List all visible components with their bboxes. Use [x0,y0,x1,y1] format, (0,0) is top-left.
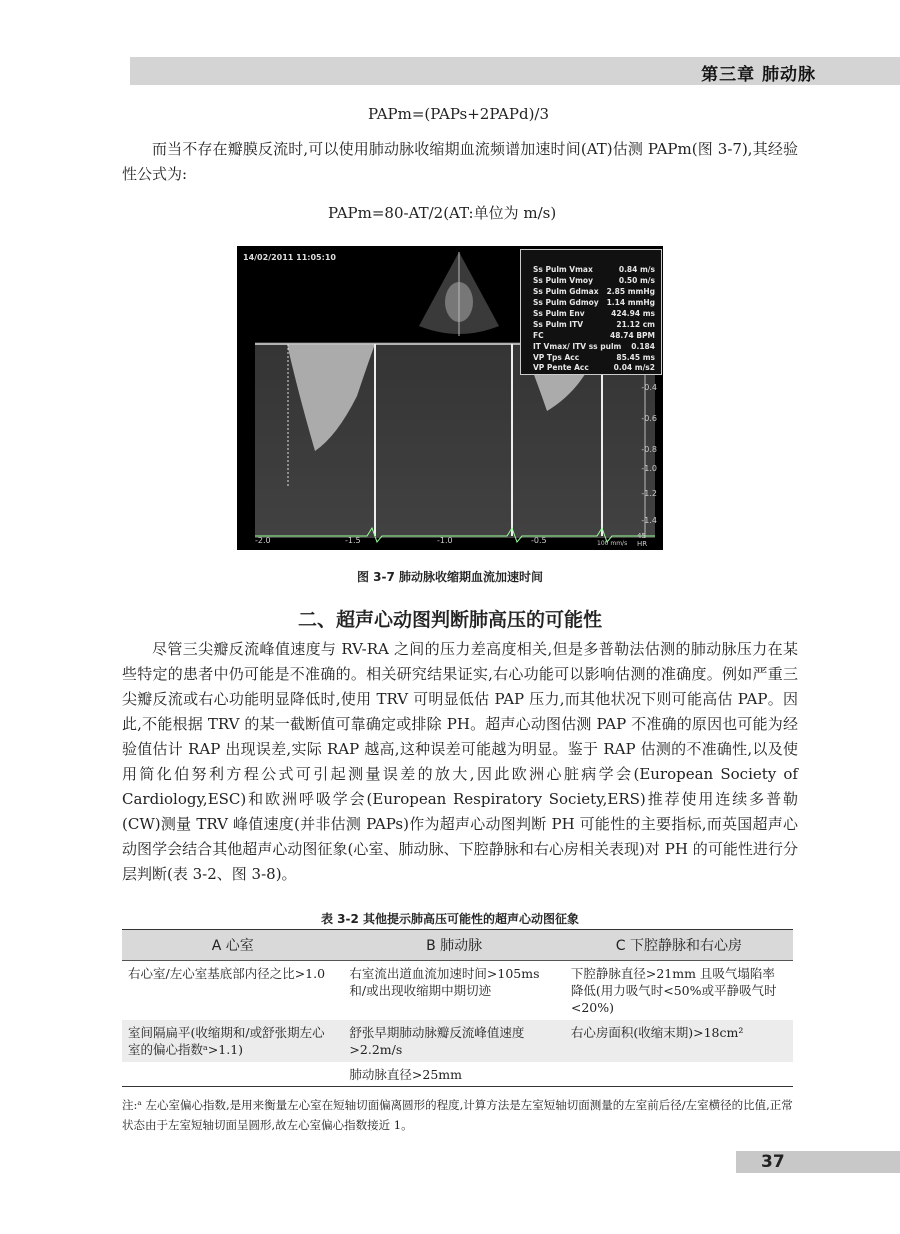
table-cell: 右心房面积(收缩末期)>18cm² [565,1020,793,1062]
echo-signs-table [122,929,793,1087]
page-number-bar [736,1151,900,1173]
table-row [122,1062,793,1087]
table-header-row [122,930,793,961]
measurement-row: Ss Pulm Vmax 0.84 m/s [533,265,655,274]
measurement-row: VP Tps Acc 85.45 ms [533,353,655,362]
table-cell: 舒张早期肺动脉瓣反流峰值速度>2.2m/s [343,1020,564,1062]
time-scale-label: -0.5 [531,536,547,545]
table-row [122,1020,793,1062]
table-cell: 肺动脉直径>25mm [343,1062,564,1087]
table-title: 表 3-2 其他提示肺高压可能性的超声心动图征象 [320,912,580,926]
table-cell: 右心室/左心室基底部内径之比>1.0 [128,966,326,981]
velocity-scale-label: -0.4 [641,383,657,392]
chapter-header-bar [130,57,900,85]
measurement-panel [520,249,662,375]
formula-papm-2: PAPm=80-AT/2(AT:单位为 m/s) [328,204,557,222]
table-cell: 室间隔扁平(收缩期和/或舒张期左心室的偏心指数ᵃ>1.1) [122,1020,343,1062]
table-header-ventricle: A 心室 [122,930,343,961]
measurement-row: Ss Pulm Gdmoy 1.14 mmHg [533,298,655,307]
figure-caption: 图 3-7 肺动脉收缩期血流加速时间 [356,570,544,584]
chapter-title: 第三章 肺动脉 [701,65,816,85]
velocity-scale-label: -0.8 [641,445,657,454]
table-row [122,961,793,1021]
measurement-row: Ss Pulm ITV 21.12 cm [533,320,655,329]
table-cell [122,1062,343,1087]
table-cell: 下腔静脉直径>21mm 且吸气塌陷率降低(用力吸气时<50%或平静吸气时<20%) [570,966,777,1015]
figure-timestamp: 14/02/2011 11:05:10 [243,253,336,262]
measurement-row: Ss Pulm Env 424.94 ms [533,309,655,318]
doppler-figure [237,246,663,550]
formula-papm-1: PAPm=(PAPs+2PAPd)/3 [368,105,550,123]
heart-rate-label: 45 HR [637,532,648,548]
time-scale-label: -1.5 [345,536,361,545]
measurement-row: IT Vmax/ ITV ss pulm 0.184 [533,342,655,351]
measurement-row: VP Pente Acc 0.04 m/s2 [533,363,655,372]
table-footnote: 注:ᵃ 左心室偏心指数,是用来衡量左心室在短轴切面偏离圆形的程度,计算方法是左室短轴切面测量的左室前后径/左室横径的比值,正常状态由于左室短轴切面呈圆形,故左心室偏心指数接近 1。 [122,1098,793,1132]
measurement-row: FC 48.74 BPM [533,331,655,340]
sweep-speed-label: 100 mm/s [597,540,628,547]
velocity-scale-label: -1.2 [641,489,657,498]
paragraph-ph-probability: 尽管三尖瓣反流峰值速度与 RV-RA 之间的压力差高度相关,但是多普勒法估测的肺动脉压力在某些特定的患者中仍可能是不准确的。相关研究结果证实,右心功能可以影响估测的准确度。例如严重三尖瓣反流或右心功能明显降低时,使用 TRV 可明显低估 PAP 压力,而其他状况下则可能高估 PAP。因此,不能根据 TRV 的某一截断值可靠确定或排除 PH。超声心动图估测 PAP 不准确的原因也可能为经验值估计 RAP 出现误差,实际 RAP 越高,这种误差可能越为明显。鉴于 RAP 估测的不准确性,以及使用简化伯努利方程公式可引起测量误差的放大,因此欧洲心脏病学会(European Society of Cardiology,ESC)和欧洲呼吸学会(European Respiratory Society,ERS)推荐使用连续多普勒(CW)测量 TRV 峰值速度(并非估测 PAPs)作为超声心动图判断 PH 可能性的主要指标,而英国超声心动图学会结合其他超声心动图征象(心室、肺动脉、下腔静脉和右心房相关表现)对 PH 的可能性进行分层判断(表 3-2、图 3-8)。 [122,640,798,883]
paragraph-at-intro: 而当不存在瓣膜反流时,可以使用肺动脉收缩期血流频谱加速时间(AT)估测 PAPm(图 3-7),其经验性公式为: [122,140,798,183]
velocity-scale-label: -1.0 [641,464,657,473]
table-cell: 右室流出道血流加速时间>105ms 和/或出现收缩期中期切迹 [349,966,540,998]
section-title: 二、超声心动图判断肺高压的可能性 [297,609,602,631]
velocity-scale-label: -0.6 [641,414,657,423]
time-scale-label: -1.0 [437,536,453,545]
measurement-row: Ss Pulm Gdmax 2.85 mmHg [533,287,655,296]
table-header-pulmonary-artery: B 肺动脉 [343,930,564,961]
table-cell [565,1062,793,1087]
page-number: 37 [761,1152,785,1172]
velocity-scale-label: -1.4 [641,516,657,525]
table-header-ivc-ra: C 下腔静脉和右心房 [565,930,793,961]
measurement-row: Ss Pulm Vmoy 0.50 m/s [533,276,655,285]
time-scale-label: -2.0 [255,536,271,545]
